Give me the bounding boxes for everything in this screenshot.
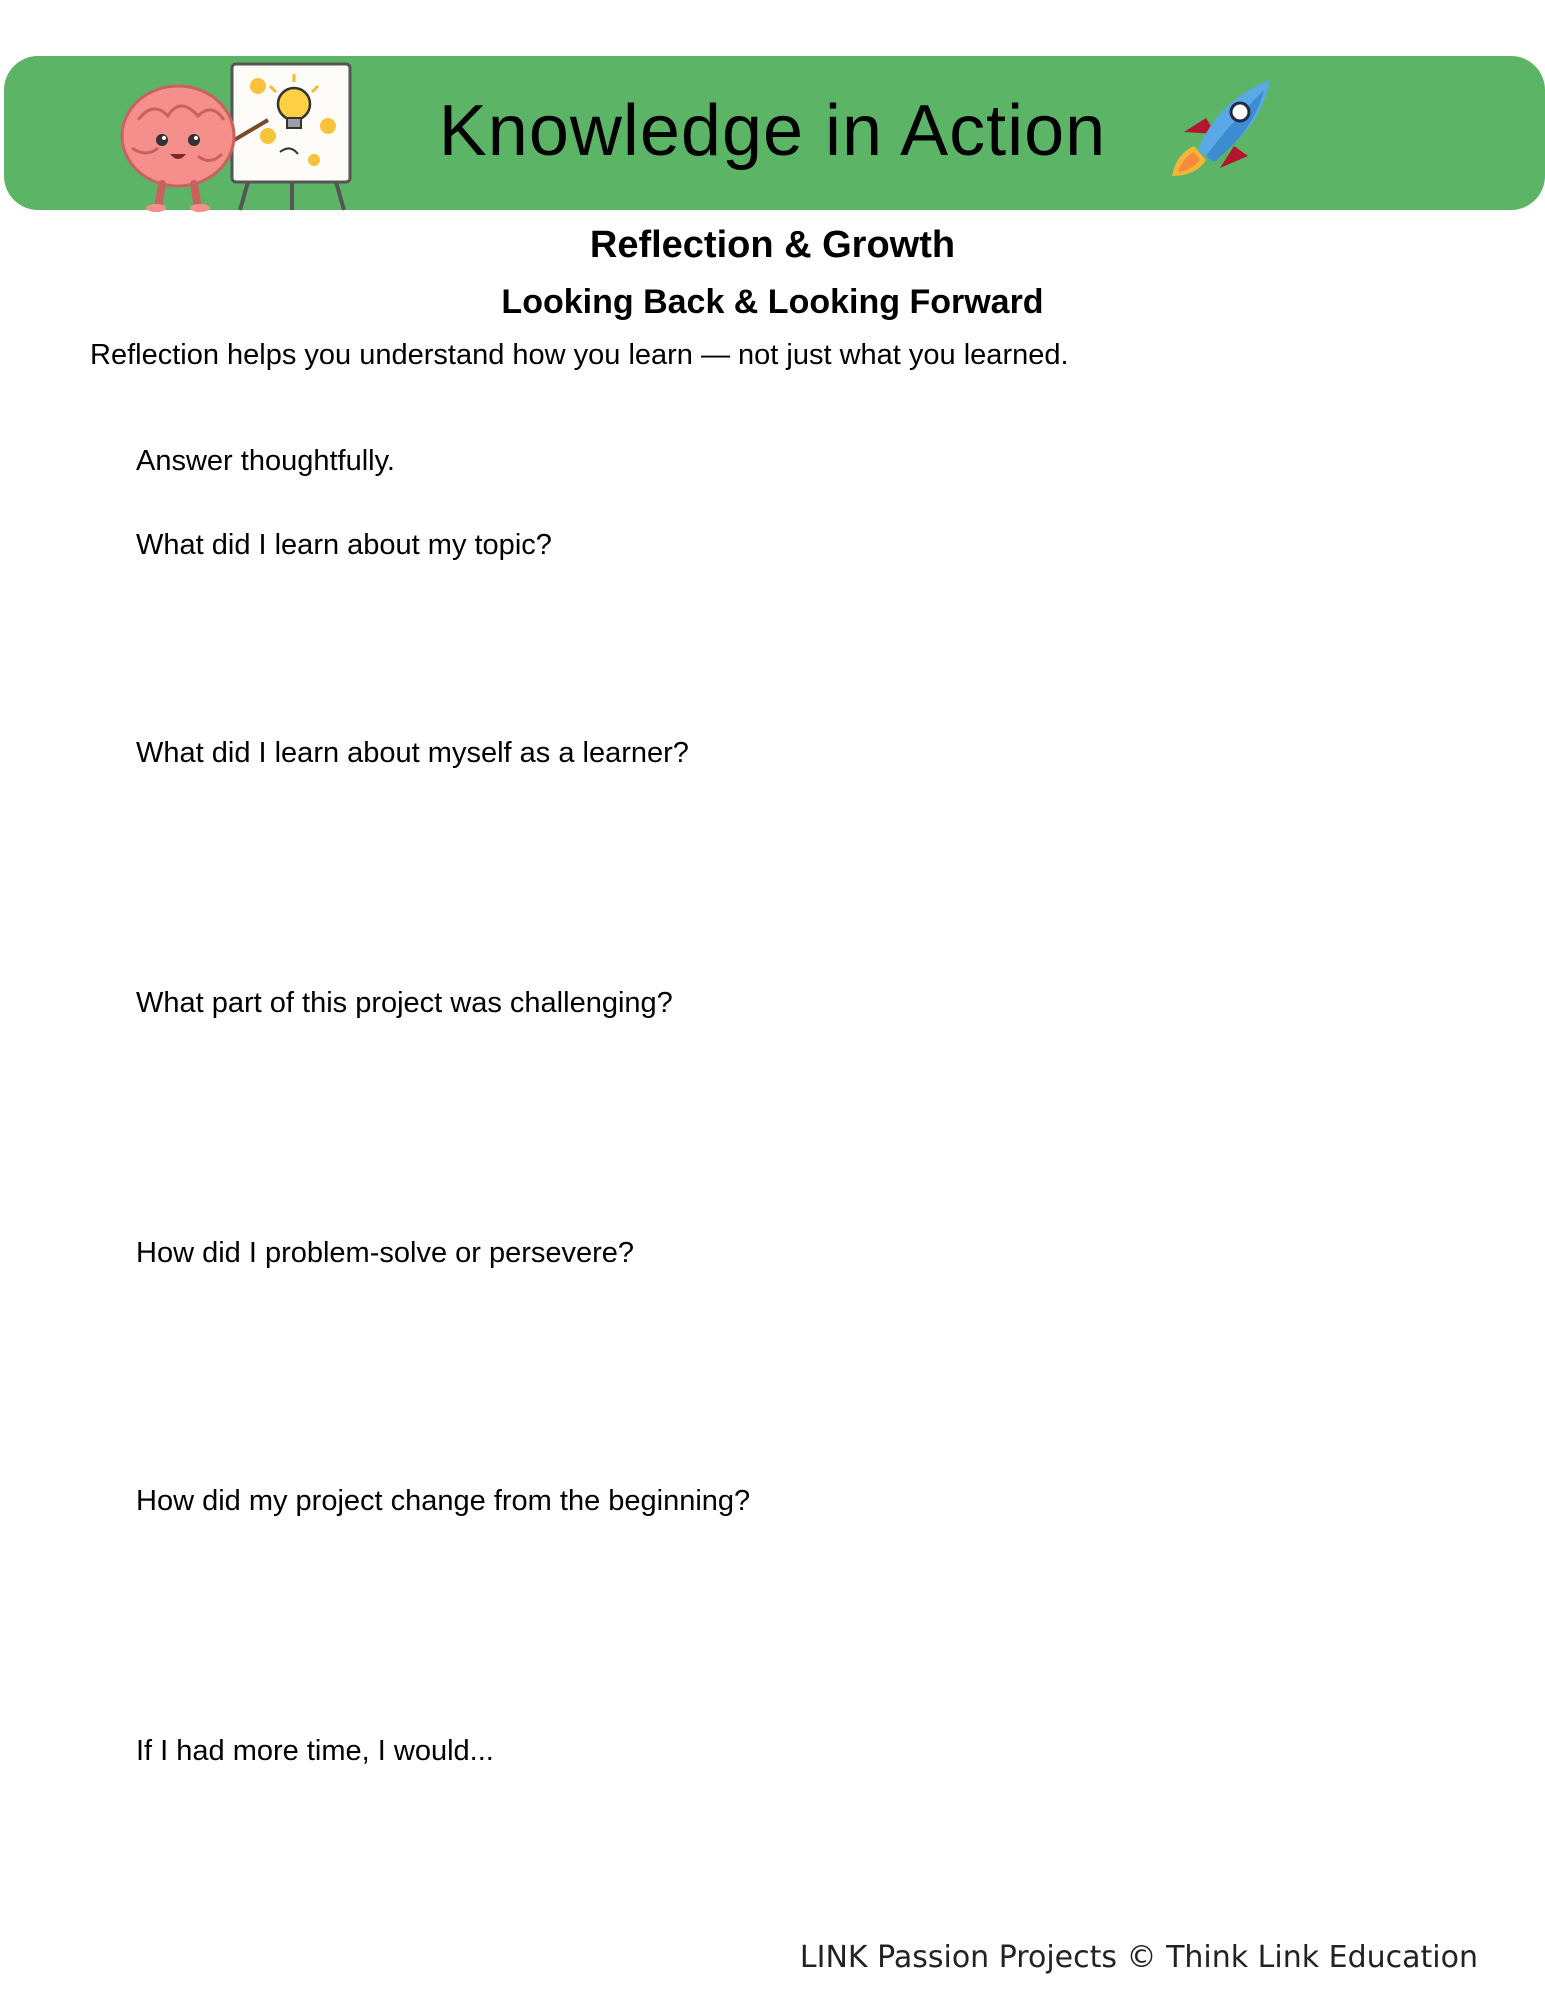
footer-credit: LINK Passion Projects © Think Link Education (799, 1940, 1478, 1975)
answer-area-learner[interactable] (136, 780, 1436, 930)
intro-text: Reflection helps you understand how you learn — not just what you learned. (90, 339, 1069, 371)
instruction-text: Answer thoughtfully. (136, 445, 395, 477)
page-title: Knowledge in Action (438, 91, 1107, 171)
reflection-prompt-topic: What did I learn about my topic? (136, 529, 552, 561)
reflection-prompt-change: How did my project change from the beginning? (136, 1485, 751, 1517)
reflection-prompt-more-time: If I had more time, I would... (136, 1735, 494, 1767)
section-heading: Reflection & Growth (589, 224, 956, 266)
answer-area-challenging[interactable] (136, 1030, 1436, 1180)
answer-area-persevere[interactable] (136, 1280, 1436, 1430)
answer-area-more-time[interactable] (136, 1778, 1436, 1928)
reflection-prompt-persevere: How did I problem-solve or persevere? (136, 1237, 635, 1269)
answer-area-topic[interactable] (136, 572, 1436, 722)
reflection-prompt-learner: What did I learn about myself as a learner? (136, 737, 689, 769)
reflection-prompt-challenging: What part of this project was challenging? (136, 987, 673, 1019)
rocket-icon (1162, 76, 1274, 186)
answer-area-change[interactable] (136, 1528, 1436, 1678)
section-subheading: Looking Back & Looking Forward (501, 283, 1044, 321)
